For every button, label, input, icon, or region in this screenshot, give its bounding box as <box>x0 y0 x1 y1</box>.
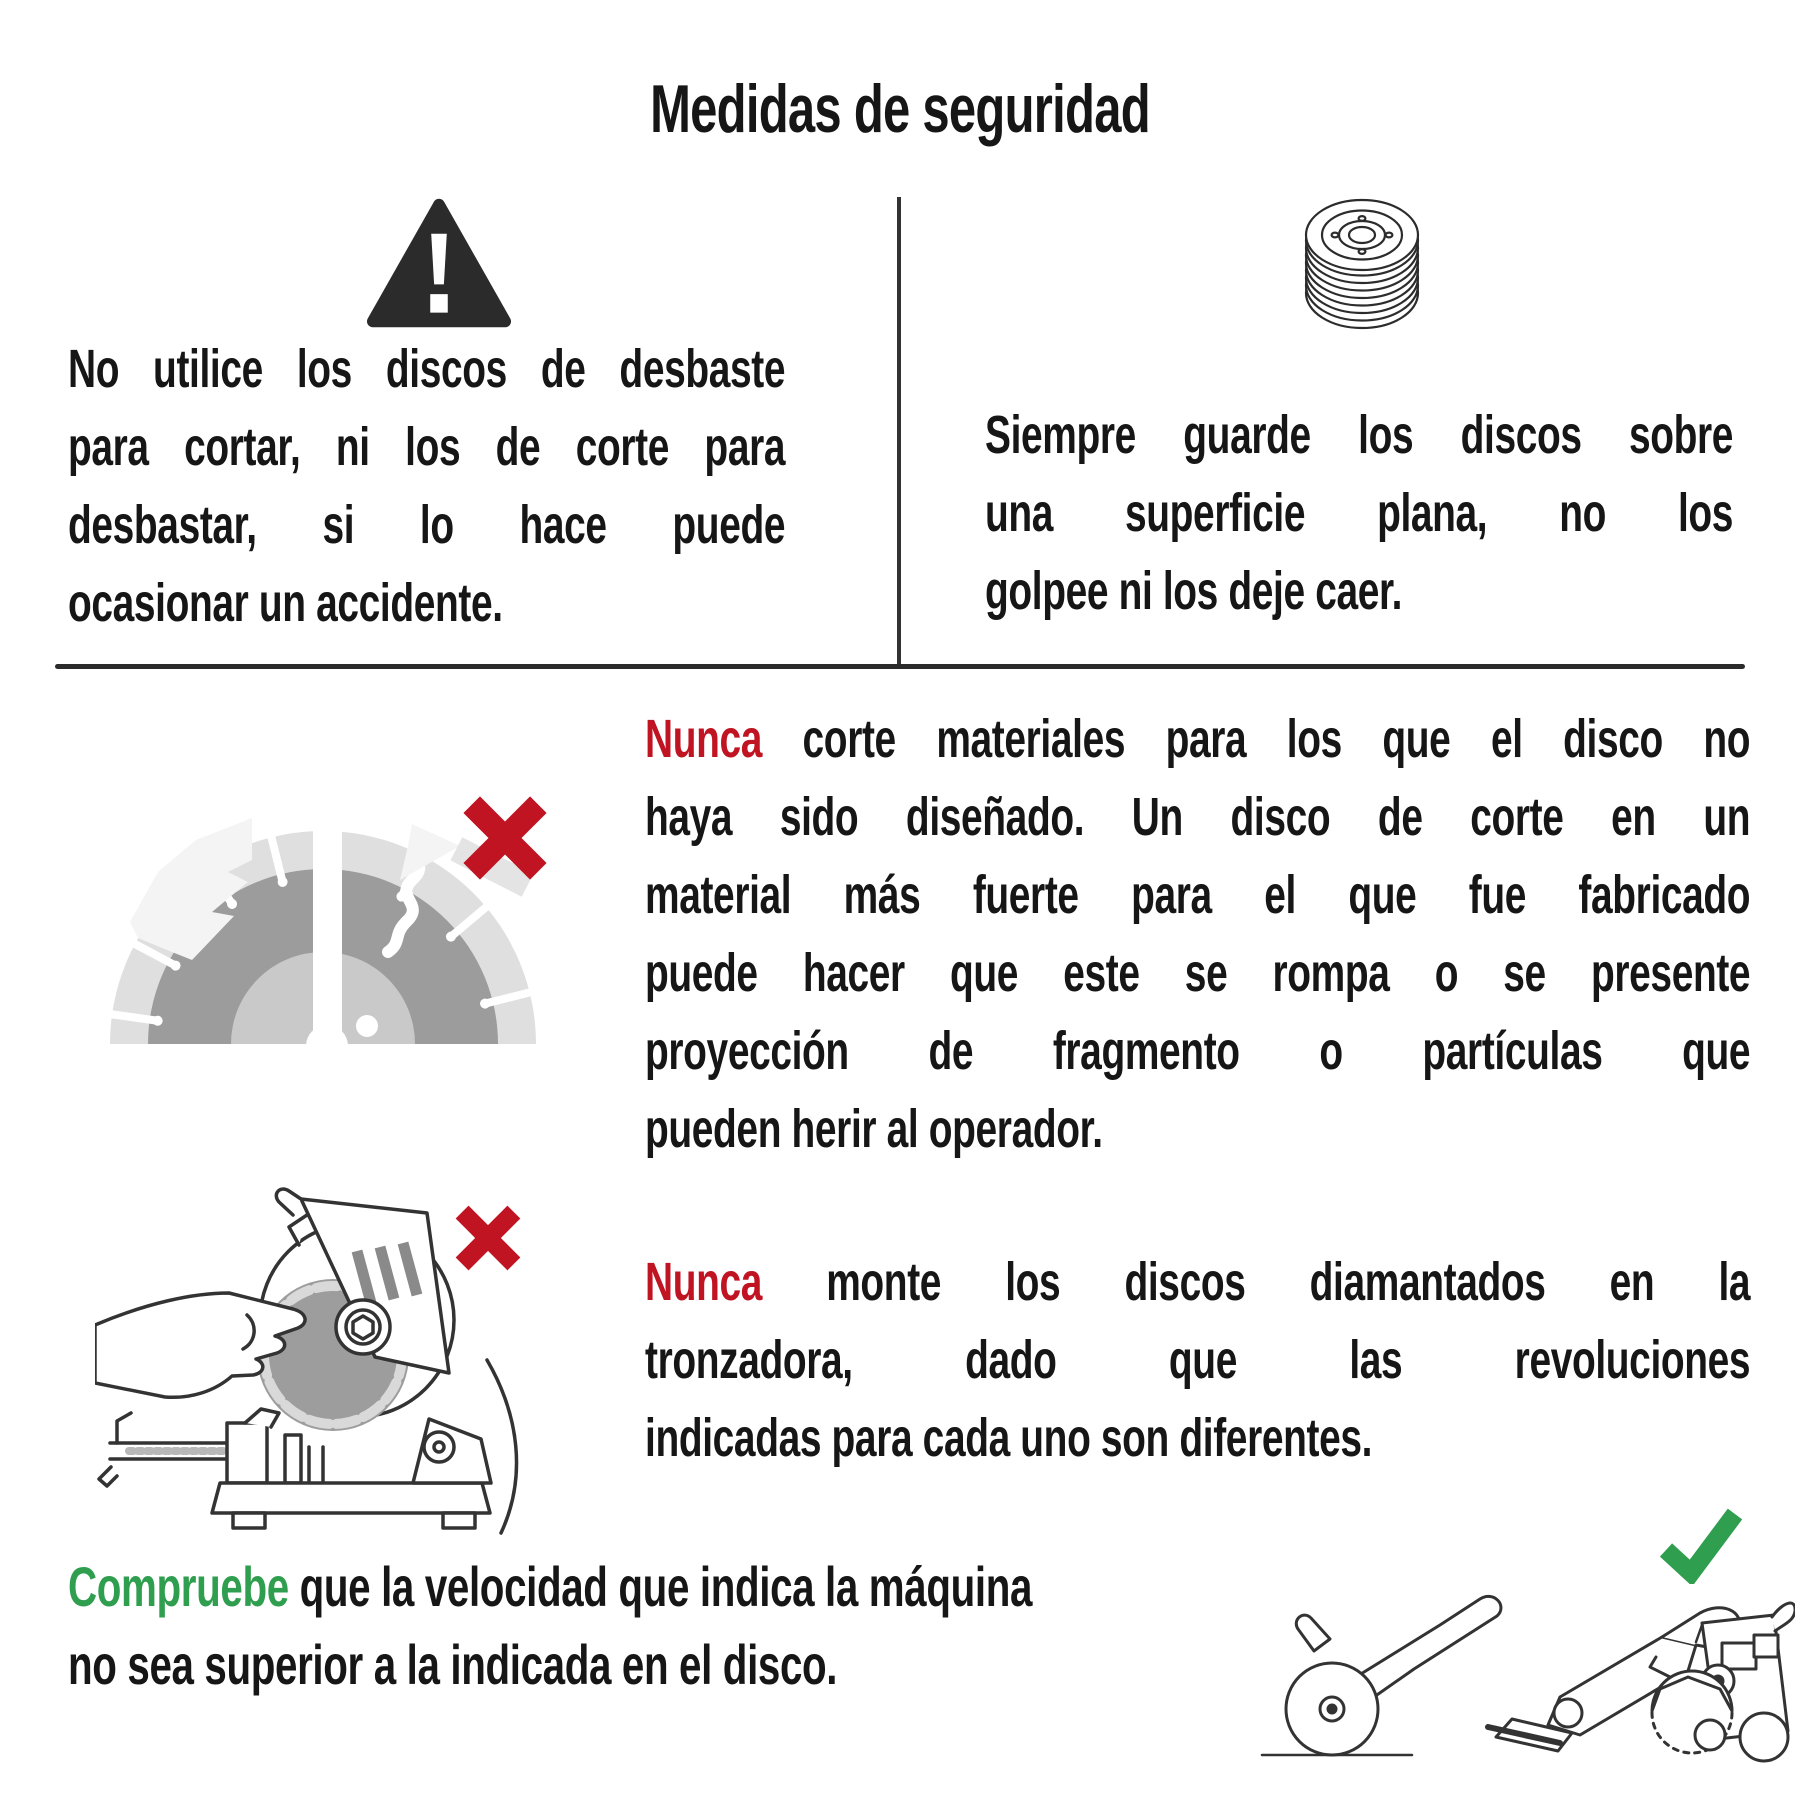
text-line: tronzadora, dado que las revoluciones <box>645 1330 1751 1390</box>
never-mount-text <box>645 1243 1750 1477</box>
check-icon <box>1658 1506 1742 1584</box>
keyword-check: Compruebe <box>68 1555 289 1618</box>
text-line: Nunca monte los discos diamantados en la <box>645 1252 1751 1312</box>
text-line: proyección de fragmento o partículas que <box>645 1021 1751 1081</box>
warning-text-store-discs <box>985 396 1733 630</box>
text-line: haya sido diseñado. Un disco de corte en un <box>645 787 1751 847</box>
column-divider <box>897 197 901 667</box>
text-line: puede hacer que este se rompa o se presente <box>645 943 1751 1003</box>
text-line: Siempre guarde los discos sobre <box>985 405 1734 465</box>
text-line: pueden herir al operador. <box>645 1099 1103 1159</box>
allowed-tools-illustration <box>1250 1585 1795 1765</box>
text-line: indicadas para cada uno son diferentes. <box>645 1408 1373 1468</box>
check-speed-text <box>68 1548 1292 1704</box>
keyword-never: Nunca <box>645 1252 763 1312</box>
text-line: para cortar, ni los de corte para <box>68 417 786 477</box>
text-line: Nunca corte materiales para los que el disco no <box>645 709 1751 769</box>
text-line: golpee ni los deje caer. <box>985 561 1403 621</box>
never-cut-text <box>645 700 1750 1168</box>
prohibited-x-icon <box>453 1203 523 1273</box>
text-line: no sea superior a la indicada en el disco. <box>68 1633 838 1696</box>
text-line: desbastar, si lo hace puede <box>68 495 786 555</box>
text-line: Compruebe que la velocidad que indica la máquina <box>68 1555 1033 1618</box>
warning-text-grinding-discs <box>68 330 785 642</box>
text-line: una superficie plana, no los <box>985 483 1734 543</box>
text-line: ocasionar un accidente. <box>68 573 503 633</box>
text-line: material más fuerte para el que fue fabricado <box>645 865 1751 925</box>
prohibited-x-icon <box>460 793 550 883</box>
warning-triangle-icon <box>366 196 512 330</box>
disc-stack-icon <box>1300 194 1424 334</box>
text-line: No utilice los discos de desbaste <box>68 339 786 399</box>
keyword-never: Nunca <box>645 709 763 769</box>
section-divider <box>55 664 1745 669</box>
page-title: Medidas de seguridad <box>650 71 1150 147</box>
